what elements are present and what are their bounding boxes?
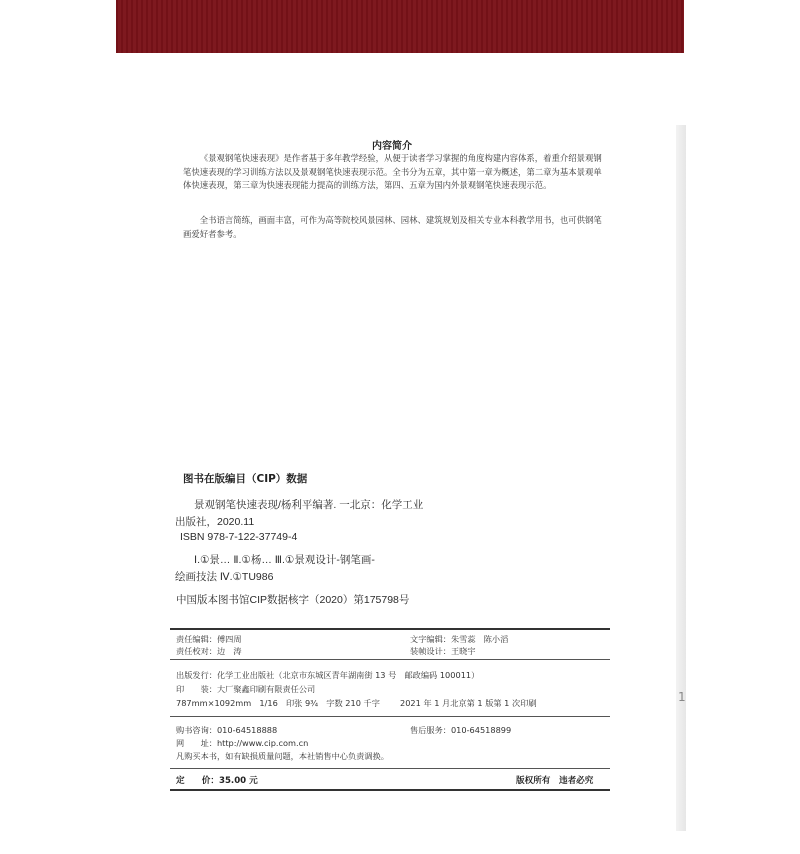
- divider: [170, 628, 610, 630]
- return-notice: 凡购买本书，如有缺损质量问题，本社销售中心负责调换。: [176, 751, 389, 761]
- rights-notice: 版权所有 违者必究: [516, 776, 594, 786]
- cip-line: 景观钢笔快速表现/杨利平编著. 一北京：化学工业: [194, 499, 424, 511]
- cip-line: 绘画技法 Ⅳ.①TU986: [175, 571, 274, 583]
- purchase-phone: 购书咨询：010-64518888: [176, 725, 278, 735]
- edge-mark: 1: [678, 690, 686, 704]
- divider: [170, 768, 610, 769]
- proofreader-credit: 责任校对：边 涛: [176, 646, 242, 656]
- divider: [170, 659, 610, 660]
- summary-title: 内容简介: [372, 141, 412, 152]
- editor-credit: 责任编辑：傅四周: [176, 634, 242, 644]
- cip-title: 图书在版编目（CIP）数据: [183, 473, 308, 485]
- divider: [170, 789, 610, 791]
- cip-line: Ⅰ.①景… Ⅱ.①杨… Ⅲ.①景观设计-钢笔画-: [194, 554, 375, 566]
- cip-line: 中国版本图书馆CIP数据核字（2020）第175798号: [176, 594, 410, 606]
- cover-design-credit: 装帧设计：王晓宇: [410, 646, 476, 656]
- cip-line: ISBN 978-7-122-37749-4: [180, 531, 298, 543]
- edition-info: 2021 年 1 月北京第 1 版第 1 次印刷: [400, 698, 537, 708]
- service-phone: 售后服务：010-64518899: [410, 725, 512, 735]
- format-info: 787mm×1092mm 1/16 印张 9¾ 字数 210 千字: [176, 698, 380, 708]
- text-editor-credit: 文字编辑：朱雪蕊 陈小滔: [410, 634, 509, 644]
- publisher-info: 出版发行：化学工业出版社（北京市东城区青年湖南街 13 号 邮政编码 100011）: [176, 670, 480, 680]
- cip-line: 出版社，2020.11: [175, 516, 255, 528]
- divider: [170, 716, 610, 717]
- summary-paragraph: 《景观钢笔快速表现》是作者基于多年教学经验，从便于读者学习掌握的角度构建内容体系，着重介绍景观钢笔快速表现的学习训练方法以及景观钢笔快速表现示范。全书分为五章，其中第一章为概述，第二章为基本景观单体快速表现，第三章为快速表现能力提高的训练方法，第四、五章为国内外景观钢笔快速表现示范。: [183, 153, 602, 190]
- price-label: 定 价：35.00 元: [176, 776, 258, 786]
- summary-paragraph: 全书语言简练，画面丰富，可作为高等院校风景园林、园林、建筑规划及相关专业本科教学用书，也可供钢笔画爱好者参考。: [183, 215, 602, 239]
- printer-info: 印 装：大厂聚鑫印刷有限责任公司: [176, 684, 316, 694]
- website-info: 网 址：http://www.cip.com.cn: [176, 738, 309, 748]
